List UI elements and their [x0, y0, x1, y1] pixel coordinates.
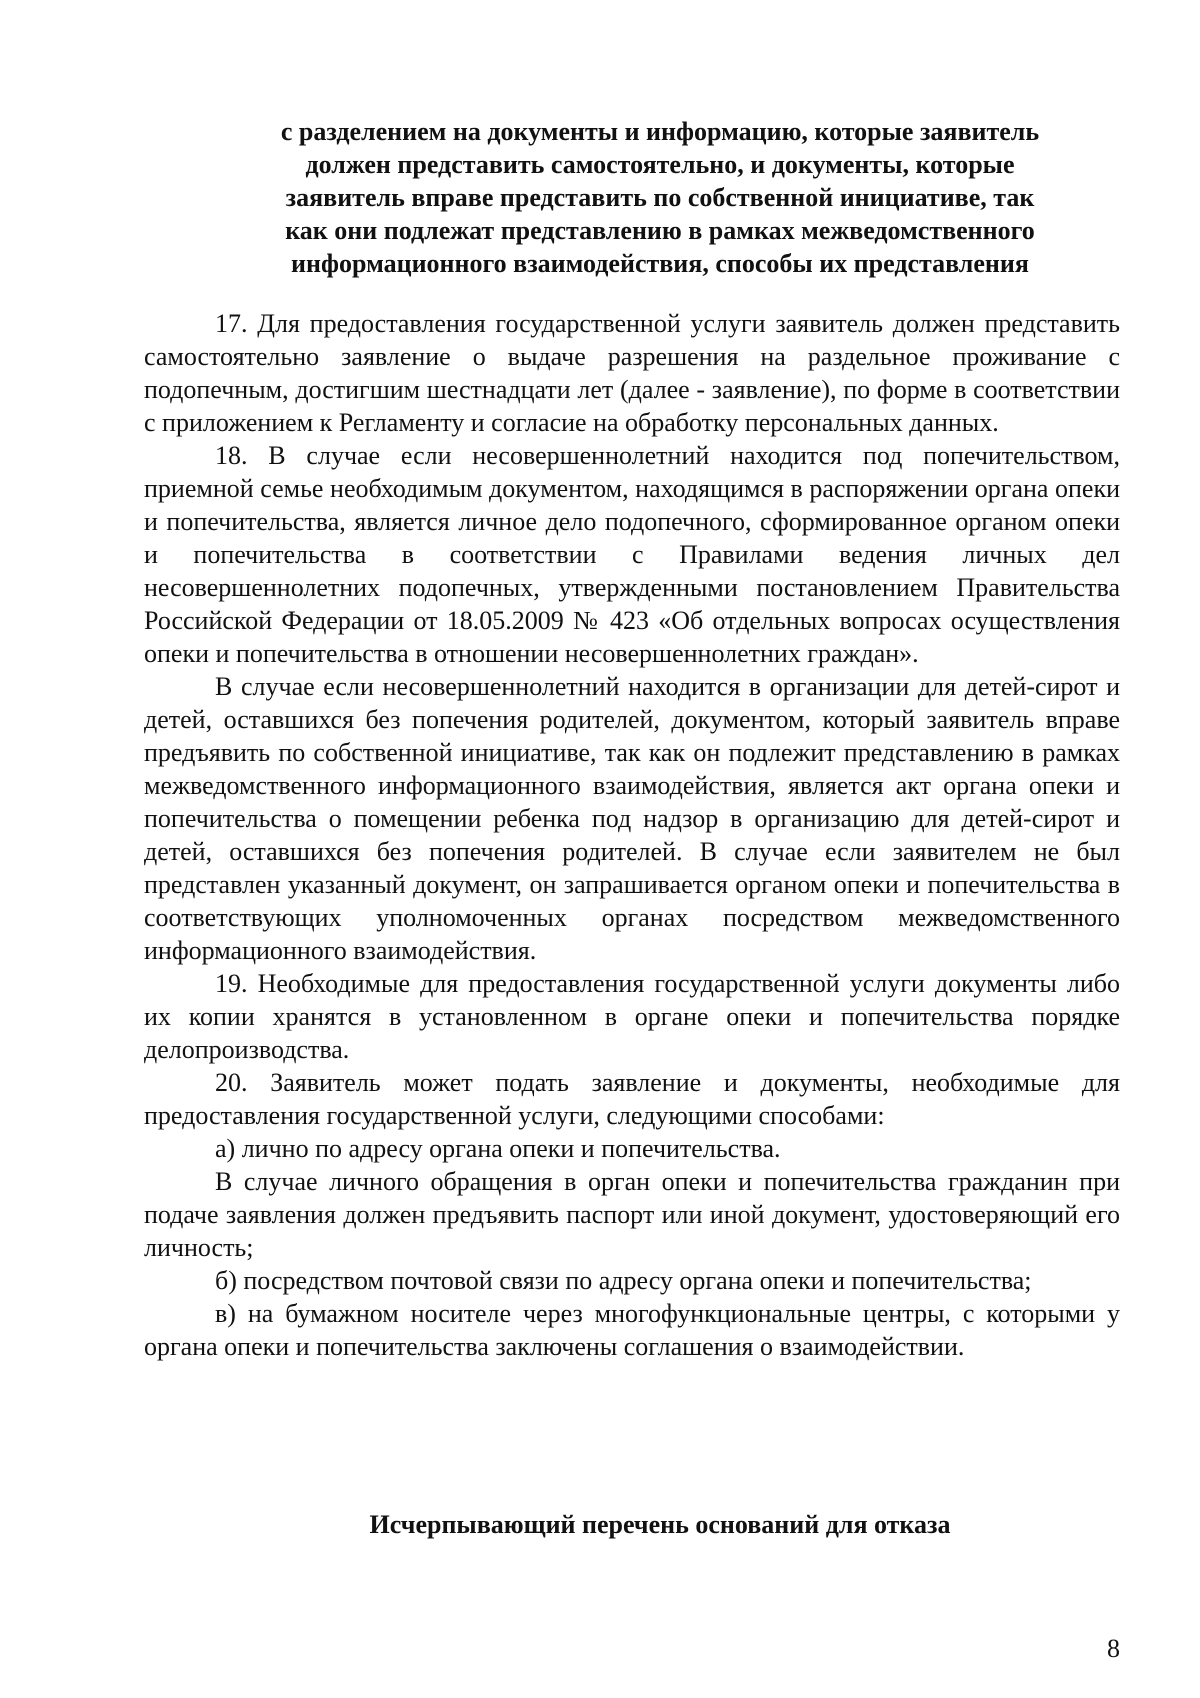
paragraph-20-item-b: б) посредством почтовой связи по адресу органа опеки и попечительства;	[215, 1266, 1032, 1295]
subheading: Исчерпывающий перечень оснований для отказа	[369, 1510, 951, 1539]
section-heading-line: как они подлежат представлению в рамках межведомственного	[285, 216, 1035, 245]
paragraph-17: 17. Для предоставления государственной услуги заявитель должен представить самостоятельно заявление о выдаче разрешения на раздельное проживание с подопечным, достигшим шестнадцати лет (далее - заявление), по форме в соответствии с приложением к Регламенту и согласие на обработку персональных данных.	[144, 309, 1120, 437]
page-number: 8	[1107, 1634, 1120, 1663]
paragraph-18: 18. В случае если несовершеннолетний находится под попечительством, приемной семье необходимым документом, находящимся в распоряжении органа опеки и попечительства, является личное дело подопечного, сформированное органом опеки и попечительства в соответствии с Правилами ведения личных дел несовершеннолетних подопечных, утвержденными постановлением Правительства Российской Федерации от 18.05.2009 № 423 «Об отдельных вопросах осуществления опеки и попечительства в отношении несовершеннолетних граждан».	[144, 441, 1120, 668]
section-heading-line: информационного взаимодействия, способы их представления	[291, 249, 1029, 278]
paragraph-20-item-a: а) лично по адресу органа опеки и попечительства.	[215, 1134, 781, 1163]
body-text	[144, 307, 1120, 1363]
paragraph-20-item-a-note: В случае личного обращения в орган опеки и попечительства гражданин при подаче заявления должен предъявить паспорт или иной документ, удостоверяющий его личность;	[144, 1167, 1120, 1262]
paragraph-20: 20. Заявитель может подать заявление и документы, необходимые для предоставления государственной услуги, следующими способами:	[144, 1068, 1120, 1130]
paragraph-19: 19. Необходимые для предоставления государственной услуги документы либо их копии хранятся в установленном в органе опеки и попечительства порядке делопроизводства.	[144, 969, 1120, 1064]
section-heading-line: с разделением на документы и информацию, которые заявитель	[280, 117, 1040, 146]
section-heading-line: должен представить самостоятельно, и документы, которые	[305, 150, 1015, 179]
paragraph-20-item-c: в) на бумажном носителе через многофункциональные центры, с которыми у органа опеки и попечительства заключены соглашения о взаимодействии.	[144, 1299, 1120, 1361]
section-heading-line: заявитель вправе представить по собственной инициативе, так	[285, 183, 1035, 212]
section-heading	[190, 115, 1130, 280]
paragraph-18-continued: В случае если несовершеннолетний находится в организации для детей-сирот и детей, оставшихся без попечения родителей, документом, который заявитель вправе предъявить по собственной инициативе, так как он подлежит представлению в рамках межведомственного информационного взаимодействия, является акт органа опеки и попечительства о помещении ребенка под надзор в организацию для детей-сирот и детей, оставшихся без попечения родителей. В случае если заявителем не был представлен указанный документ, он запрашивается органом опеки и попечительства в соответствующих уполномоченных органах посредством межведомственного информационного взаимодействия.	[144, 672, 1120, 965]
